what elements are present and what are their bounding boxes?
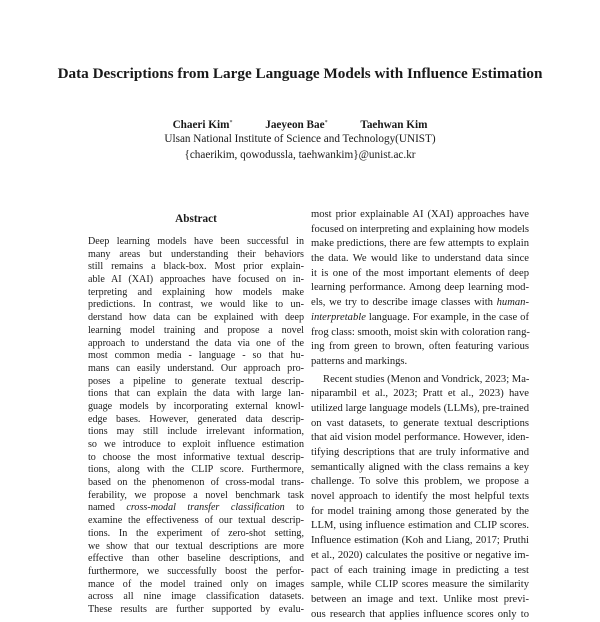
text-line: tions may still include irrelevant information,: [88, 426, 304, 438]
abstract-heading: Abstract: [175, 213, 217, 225]
text-line: These results are further supported by evalu-: [88, 603, 304, 615]
text-line: approach to understand the data via one of the: [88, 337, 304, 349]
text-line: able AI (XAI) approaches have focused on in-: [88, 274, 304, 286]
text-line: tions, along with the CLIP score. Furthermore,: [88, 464, 304, 476]
text-line: we show that our textual descriptions are more: [88, 540, 304, 552]
text-line: challenge. To solve this problem, we propose a: [311, 476, 529, 488]
text-line: still remains a black-box. Most prior explain-: [88, 261, 304, 273]
author-name: Taehwan Kim: [360, 119, 428, 131]
abstract-body: [88, 236, 304, 617]
text-line: guage models by incorporating external knowl-: [88, 400, 304, 412]
text-line: mans can easily understand. Our approach pro-: [88, 362, 304, 374]
equal-contribution-mark: *: [324, 120, 328, 126]
text-line: to choose the most informative textual descrip-: [88, 451, 304, 463]
text-line: ing from green to brown, often featuring various: [311, 341, 529, 353]
author-emails: {chaerikim, qowodussla, taehwankim}@unist.ac.kr: [184, 149, 416, 161]
text-line: learning performance. Among deep learning mod-: [311, 282, 529, 294]
text-line: Deep learning models have been successful in: [88, 236, 304, 247]
text-line: most common media - language - so that hu-: [88, 350, 304, 362]
text-line: niparambil et al., 2023; Pratt et al., 2023) have: [311, 388, 529, 400]
text-line: so we introduce to exploit influence estimation: [88, 439, 304, 450]
author: [360, 119, 427, 131]
text-line: based on the phenomenon of cross-modal trans-: [88, 477, 304, 489]
text-line: Influence estimation (Koh and Liang, 2017; Pruthi: [311, 535, 529, 547]
text-line: make predictions, there are few attempts to explain: [311, 238, 529, 250]
text-line: derstand how data can be explained with deep: [88, 312, 304, 324]
text-line: els, we try to describe image classes with human-: [311, 297, 529, 309]
introduction-body: [311, 208, 529, 622]
text-line: focused on interpreting and explaining how models: [311, 223, 529, 235]
text-line: mance of the model trained only on images: [88, 578, 304, 590]
text-line: effective than other baseline descriptions, and: [88, 553, 304, 565]
text-line: interpretable language. For example, in the case of: [311, 311, 529, 323]
text-line: for model training among those generated by the: [311, 505, 529, 517]
text-line: that aid vision model performance. However, iden-: [311, 432, 529, 444]
text-line: across all nine image classification datasets.: [88, 591, 304, 603]
text-line: semantically aligned with the class remains a key: [311, 461, 529, 473]
text-line: ferability, we propose a novel benchmark task: [88, 489, 304, 501]
author-name: Chaeri Kim: [172, 119, 230, 131]
author: [173, 119, 233, 131]
text-line: pact of each training image in predicting a test: [311, 564, 529, 576]
text-line: terpreting and explaining how models make: [88, 286, 304, 298]
text-line: poses a pipeline to generate textual descrip-: [88, 375, 304, 387]
text-line: the data. We would like to understand data since: [311, 253, 529, 265]
text-line: frog class: smooth, moist skin with coloration rang-: [311, 326, 530, 338]
text-line: novel approach to identify the most helpful texts: [311, 491, 529, 503]
text-line: ous research that applies influence scores only to: [311, 608, 529, 620]
text-line: Recent studies (Menon and Vondrick, 2023; Ma-: [323, 373, 530, 385]
text-line: examine the effectiveness of our textual descrip-: [88, 515, 304, 527]
text-line: most prior explainable AI (XAI) approaches have: [311, 209, 529, 220]
author-name: Jaeyeon Bae: [265, 119, 325, 131]
text-line: tions that can explain the data with large lan-: [88, 388, 304, 400]
paper-title: Data Descriptions from Large Language Models with Influence Estimation: [57, 65, 543, 82]
affiliation: Ulsan National Institute of Science and Technology(UNIST): [164, 133, 436, 145]
text-line: named cross-modal transfer classification to: [88, 502, 304, 514]
text-line: learning model training and propose a novel: [88, 324, 304, 336]
equal-contribution-mark: *: [229, 120, 233, 126]
text-line: furthermore, we successfully boost the perfor-: [88, 565, 304, 577]
text-line: sample, while CLIP scores measure the similarity: [311, 579, 529, 591]
text-line: many areas but understanding their behaviors: [88, 248, 304, 260]
text-line: between an image and text. Unlike most previ-: [311, 593, 529, 605]
text-line: on vast datasets, to generate textual descriptions: [311, 417, 529, 429]
text-line: patterns and markings.: [311, 355, 408, 367]
text-line: utilized large language models (LLMs), pre-trained: [311, 402, 529, 414]
text-line: et al., 2020) calculates the positive or negative im-: [311, 549, 529, 561]
text-line: tions. In the experiment of zero-shot setting,: [88, 527, 304, 539]
text-line: edge bases. However, generated data descrip-: [88, 413, 304, 425]
text-line: it is one of the most important elements of deep: [311, 267, 529, 279]
text-line: LLM, using influence estimation and CLIP scores.: [311, 520, 529, 532]
author: [265, 119, 327, 131]
text-line: predictions. In contrast, we would like to un-: [88, 299, 304, 311]
text-line: tifying descriptions that are truly informative and: [311, 447, 529, 458]
